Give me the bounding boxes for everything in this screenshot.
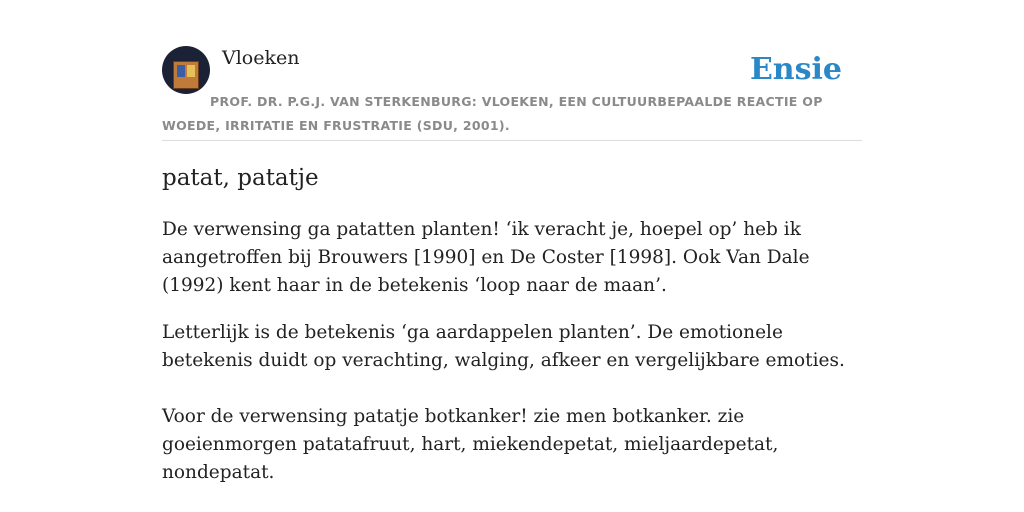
paragraph: De verwensing ga patatten planten! ‘ik veracht je, hoepel op’ heb ik aangetroffen bij Brouwers [1990] en De Coster [1998]. Ook Van Dale (1992) kent haar in de betekenis ‘loop naar de maan’.: [162, 219, 810, 296]
brand-logo[interactable]: Ensie: [749, 52, 842, 87]
paragraph: Letterlijk is de betekenis ‘ga aardappelen planten’. De emotionele betekenis duidt op verachting, walging, afkeer en vergelijkbare emoties.: [162, 322, 845, 371]
entry-body: [162, 216, 872, 487]
header: [162, 46, 862, 141]
entry-title: patat, patatje: [162, 165, 319, 191]
paragraph: Voor de verwensing patatje botkanker! zie men botkanker. zie goeienmorgen patatafruut, hart, miekendepetat, mieljaardepetat, nondepatat.: [162, 406, 779, 483]
book-cover-icon: [173, 61, 199, 89]
source-citation: PROF. DR. P.G.J. VAN STERKENBURG: VLOEKEN, EEN CULTUURBEPAALDE REACTIE OP WOEDE, IRRITATIE EN FRUSTRATIE (SDU, 2001).: [162, 94, 823, 133]
avatar[interactable]: [162, 46, 210, 94]
author-name[interactable]: Vloeken: [222, 47, 300, 69]
